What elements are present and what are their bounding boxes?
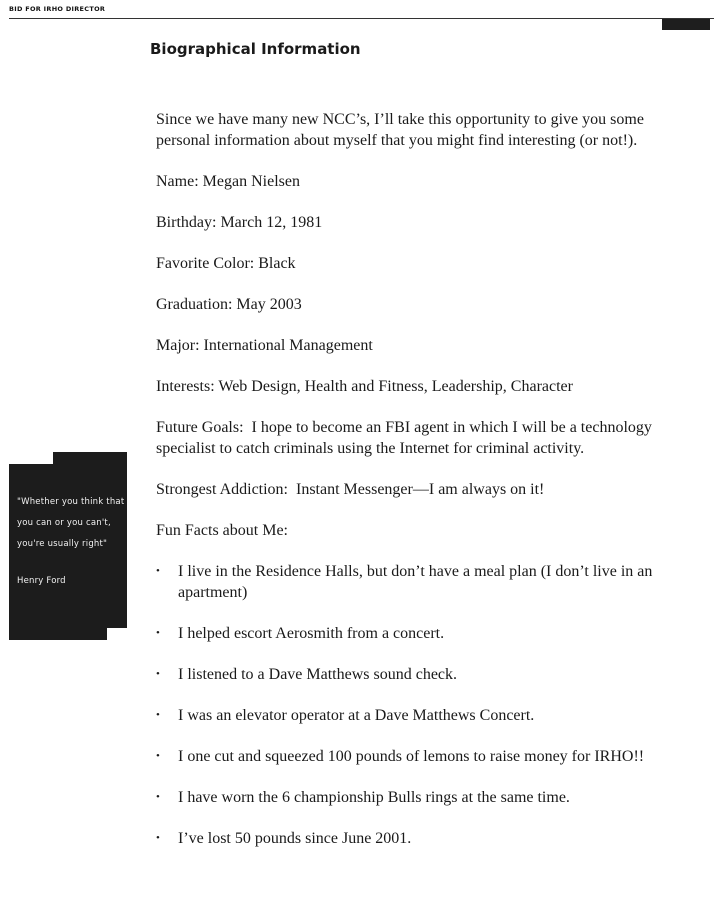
bullet-icon: • [156,832,160,844]
bullet-icon: • [156,565,160,577]
fun-facts-list [156,561,701,849]
list-item-text: I helped escort Aerosmith from a concert. [178,625,445,642]
bullet-icon: • [156,627,160,639]
field-value: Megan Nielsen [202,173,300,190]
bullet-icon: • [156,668,160,680]
biography-content [156,109,701,869]
field-label: Future Goals: [156,419,244,436]
field-label: Birthday: [156,214,217,231]
field-label: Strongest Addiction: [156,481,288,498]
list-item-text: I listened to a Dave Matthews sound check. [178,666,458,683]
bullet-icon: • [156,791,160,803]
field-strongest-addiction [156,479,701,500]
field-name [156,171,701,192]
quote-sidebar [9,452,127,640]
field-value: I hope to become an FBI agent in which I will be a technology specialist to catch criminals using the Internet for criminal activity. [156,419,652,457]
list-item [156,664,701,685]
field-future-goals [156,417,701,459]
quote-text: "Whether you think that you can or you can't, you're usually right" [17,497,125,549]
field-favorite-color [156,253,701,274]
field-value: Black [258,255,296,272]
list-item-text: I live in the Residence Halls, but don’t have a meal plan (I don’t live in an apartment) [178,563,653,601]
intro-paragraph: Since we have many new NCC’s, I’ll take this opportunity to give you some personal information about myself that you might find interesting (or not!). [156,111,644,149]
field-value: Instant Messenger—I am always on it! [296,481,545,498]
field-value: Web Design, Health and Fitness, Leadership, Character [218,378,573,395]
header-accent-block [662,19,710,30]
field-birthday [156,212,701,233]
field-label: Favorite Color: [156,255,255,272]
list-item [156,746,701,767]
list-item [156,828,701,849]
field-value: March 12, 1981 [220,214,323,231]
field-label: Graduation: [156,296,233,313]
field-label: Interests: [156,378,215,395]
list-item-text: I’ve lost 50 pounds since June 2001. [178,830,412,847]
field-value: International Management [203,337,373,354]
list-item [156,787,701,808]
bullet-icon: • [156,709,160,721]
field-label: Major: [156,337,200,354]
page-header-label: BID FOR IRHO DIRECTOR [9,5,106,13]
header-rule [9,18,714,19]
field-value: May 2003 [236,296,302,313]
list-item [156,561,701,603]
field-interests [156,376,701,397]
list-item [156,705,701,726]
field-label: Name: [156,173,199,190]
quote-author: Henry Ford [17,576,66,586]
field-major [156,335,701,356]
list-item [156,623,701,644]
list-item-text: I one cut and squeezed 100 pounds of lemons to raise money for IRHO!! [178,748,645,765]
section-title: Biographical Information [150,40,361,58]
bullet-icon: • [156,750,160,762]
list-item-text: I was an elevator operator at a Dave Matthews Concert. [178,707,535,724]
list-item-text: I have worn the 6 championship Bulls rings at the same time. [178,789,570,806]
fun-facts-heading: Fun Facts about Me: [156,522,288,539]
field-graduation [156,294,701,315]
